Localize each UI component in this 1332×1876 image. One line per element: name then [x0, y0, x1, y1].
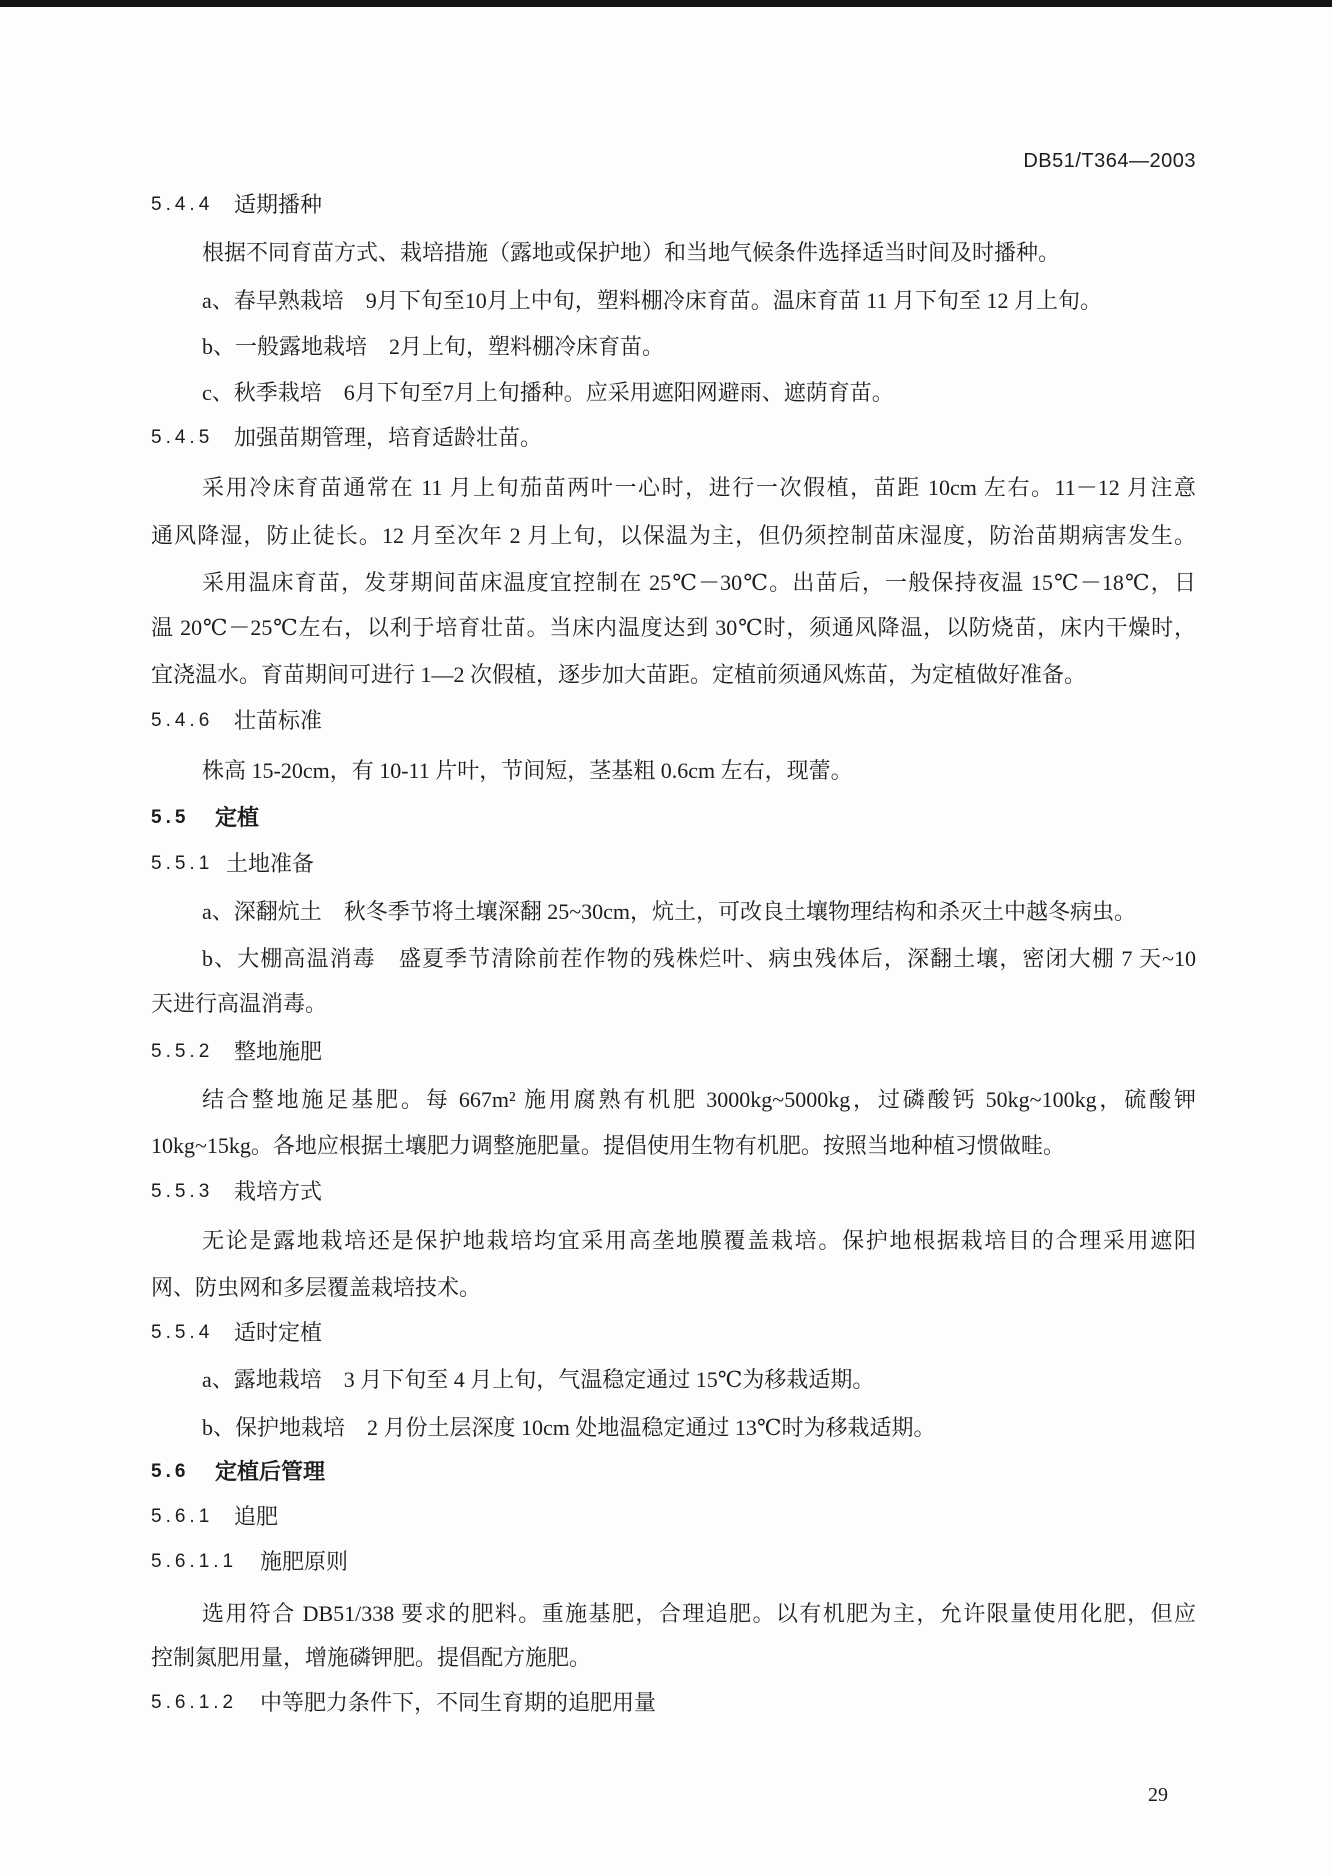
paragraph-line: 株高 15-20cm，有 10-11 片叶，节间短，茎基粗 0.6cm 左右，现蕾。 [202, 758, 853, 783]
heading-number: 5.6.1 [151, 1506, 214, 1527]
heading-number: 5.5.1 [151, 853, 214, 874]
heading-title: 中等肥力条件下，不同生育期的追肥用量 [260, 1690, 657, 1715]
heading-title: 施肥原则 [260, 1549, 349, 1574]
heading-number: 5.5.2 [151, 1041, 214, 1062]
heading-number: 5.4.4 [151, 194, 214, 215]
heading-number: 5.6.1.2 [151, 1692, 238, 1713]
paragraph-line: 选用符合 DB51/338 要求的肥料。重施基肥，合理追肥。以有机肥为主，允许限量使用化肥，但应 [202, 1601, 1196, 1626]
paragraph-line: 无论是露地栽培还是保护地栽培均宜采用高垄地膜覆盖栽培。保护地根据栽培目的合理采用遮阳 [202, 1228, 1196, 1253]
section-heading-5-6 [0, 1457, 1332, 1487]
heading-title: 适时定植 [234, 1320, 323, 1345]
paragraph-line: 通风降湿，防止徒长。12 月至次年 2 月上旬，以保温为主，但仍须控制苗床湿度，防治苗期病害发生。 [151, 523, 1196, 548]
section-heading-5-4-6 [0, 706, 1332, 736]
heading-title: 整地施肥 [234, 1039, 323, 1064]
heading-number: 5.5.3 [151, 1181, 214, 1202]
paragraph-line: 天进行高温消毒。 [151, 991, 328, 1016]
heading-title: 定植 [215, 805, 260, 830]
section-heading-5-6-1-2 [0, 1688, 1332, 1718]
heading-number: 5.5 [151, 807, 190, 828]
section-heading-5-4-5 [0, 423, 1332, 453]
section-heading-5-4-4 [0, 190, 1332, 220]
heading-title: 栽培方式 [234, 1179, 323, 1204]
heading-title: 壮苗标准 [234, 708, 323, 733]
paragraph-line: 结合整地施足基肥。每 667m² 施用腐熟有机肥 3000kg~5000kg，过磷酸钙 50kg~100kg，硫酸钾 [202, 1087, 1196, 1112]
section-heading-5-6-1-1 [0, 1547, 1332, 1577]
scan-top-edge [0, 0, 1332, 7]
heading-number: 5.6.1.1 [151, 1551, 238, 1572]
heading-number: 5.4.6 [151, 710, 214, 731]
section-heading-5-5-2 [0, 1037, 1332, 1067]
section-heading-5-5-1 [0, 849, 1332, 879]
heading-title: 追肥 [234, 1504, 279, 1529]
paragraph-line: 网、防虫网和多层覆盖栽培技术。 [151, 1275, 482, 1300]
heading-title: 适期播种 [234, 192, 323, 217]
list-item-c: c、秋季栽培 6月下旬至7月上旬播种。应采用遮阳网避雨、遮荫育苗。 [202, 380, 894, 405]
paragraph-line: 10kg~15kg。各地应根据土壤肥力调整施肥量。提倡使用生物有机肥。按照当地种植习惯做畦。 [151, 1133, 1065, 1158]
paragraph-line: 宜浇温水。育苗期间可进行 1—2 次假植，逐步加大苗距。定植前须通风炼苗，为定植做好准备。 [151, 662, 1087, 687]
list-item-b: b、一般露地栽培 2月上旬，塑料棚冷床育苗。 [202, 334, 665, 359]
page-number: 29 [1148, 1784, 1168, 1806]
paragraph-line: 控制氮肥用量，增施磷钾肥。提倡配方施肥。 [151, 1645, 592, 1670]
list-item-b: b、大棚高温消毒 盛夏季节清除前茬作物的残株烂叶、病虫残体后，深翻土壤，密闭大棚 7 天~10 [202, 946, 1196, 971]
heading-number: 5.6 [151, 1461, 190, 1482]
heading-title: 加强苗期管理，培育适龄壮苗。 [234, 425, 543, 450]
heading-number: 5.5.4 [151, 1322, 214, 1343]
list-item-a: a、春早熟栽培 9月下旬至10月上中旬，塑料棚冷床育苗。温床育苗 11 月下旬至 12 月上旬。 [202, 288, 1102, 313]
list-item-a: a、深翻炕土 秋冬季节将土壤深翻 25~30cm，炕土，可改良土壤物理结构和杀灭土中越冬病虫。 [202, 899, 1137, 924]
section-heading-5-5-4 [0, 1318, 1332, 1348]
list-item-a: a、露地栽培 3 月下旬至 4 月上旬，气温稳定通过 15℃为移栽适期。 [202, 1367, 875, 1392]
heading-title: 定植后管理 [215, 1459, 326, 1484]
paragraph-line: 温 20℃－25℃左右，以利于培育壮苗。当床内温度达到 30℃时，须通风降温，以防烧苗，床内干燥时， [151, 615, 1196, 640]
heading-title: 土地准备 [226, 851, 315, 876]
standard-code: DB51/T364—2003 [1023, 150, 1196, 172]
paragraph-line: 采用温床育苗，发芽期间苗床温度宜控制在 25℃－30℃。出苗后，一般保持夜温 15℃－18℃，日 [202, 570, 1196, 595]
list-item-b: b、保护地栽培 2 月份土层深度 10cm 处地温稳定通过 13℃时为移栽适期。 [202, 1415, 936, 1440]
heading-number: 5.4.5 [151, 427, 214, 448]
section-heading-5-5 [0, 803, 1332, 833]
paragraph-line: 采用冷床育苗通常在 11 月上旬茄苗两叶一心时，进行一次假植，苗距 10cm 左右。11－12 月注意 [202, 475, 1196, 500]
paragraph-line: 根据不同育苗方式、栽培措施（露地或保护地）和当地气候条件选择适当时间及时播种。 [202, 240, 1061, 265]
section-heading-5-5-3 [0, 1177, 1332, 1207]
section-heading-5-6-1 [0, 1502, 1332, 1532]
